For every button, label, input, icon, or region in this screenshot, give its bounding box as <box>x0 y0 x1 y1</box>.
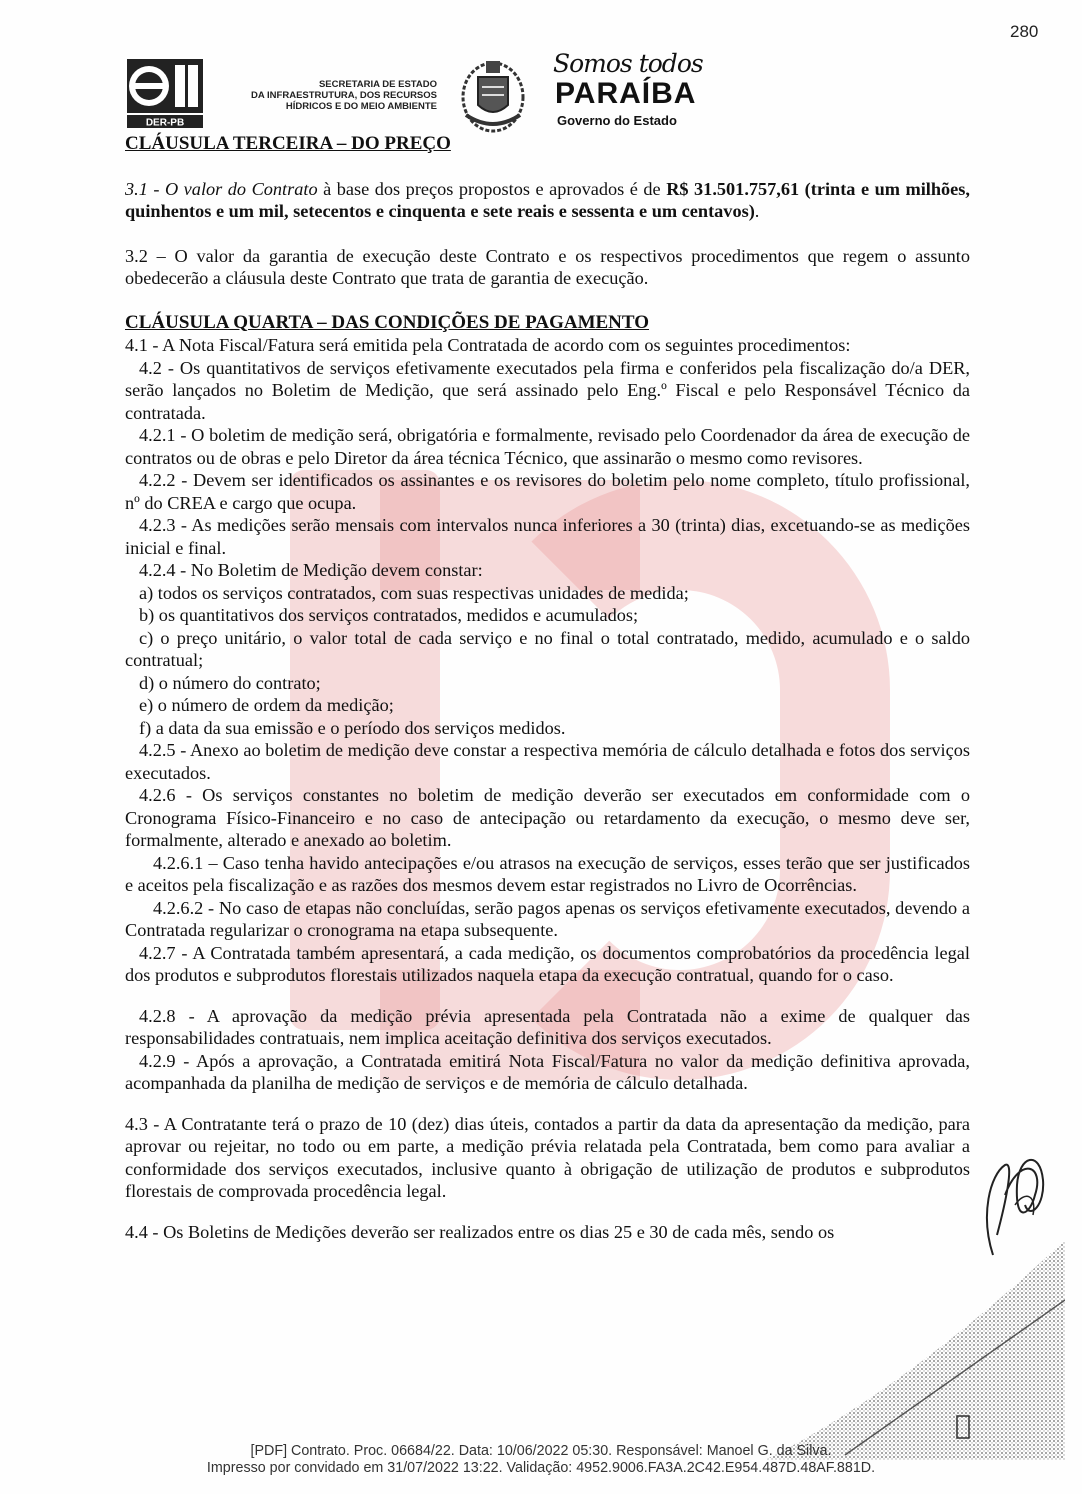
paragraph-4-2-3: 4.2.3 - As medições serão mensais com intervalos nunca inferiores a 30 (trinta) dias, excetuando-se as medições inicial e final. <box>125 515 970 558</box>
der-logo-icon <box>125 57 205 129</box>
paragraph-3-1-end: . <box>754 201 760 221</box>
list-item-f: f) a data da sua emissão e o período dos serviços medidos. <box>139 717 566 738</box>
paragraph-3-1 <box>125 178 970 223</box>
list-item-e: e) o número de ordem da medição; <box>139 695 394 715</box>
contract-value: R$ 31.501.757,61 (trinta e um milhões, quinhentos e um mil, setecentos e cinquenta e sete reais e sessenta e um centavos) <box>125 178 970 221</box>
governo-do-estado-label: Governo do Estado <box>557 113 677 128</box>
page-number: 280 <box>1010 22 1039 41</box>
paragraph-4-2-8: 4.2.8 - A aprovação da medição prévia apresentada pela Contratada não a exime de qualquer das responsabilidades contratuais, nem implica aceitação definitiva dos serviços executados. <box>125 1005 970 1048</box>
paragraph-3-2: 3.2 – O valor da garantia de execução deste Contrato e os respectivos procedimentos que regem o assunto obedecerão a cláusula deste Contrato que trata de garantia de execução. <box>125 245 970 288</box>
paragraph-4-2-5: 4.2.5 - Anexo ao boletim de medição deve constar a respectiva memória de cálculo detalhada e fotos dos serviços executados. <box>125 740 970 783</box>
clausula-terceira-title: CLÁUSULA TERCEIRA – DO PREÇO <box>125 133 451 154</box>
paragraph-3-1-text: à base dos preços propostos e aprovados é de <box>317 178 667 199</box>
secretaria-line-2: DA INFRAESTRUTURA, DOS RECURSOS <box>251 90 437 101</box>
der-logo-label: DER-PB <box>145 117 185 129</box>
list-item-a: a) todos os serviços contratados, com suas respectivas unidades de medida; <box>139 582 689 603</box>
paragraph-4-1: 4.1 - A Nota Fiscal/Fatura será emitida pela Contratada de acordo com os seguintes procedimentos: <box>125 335 851 355</box>
somos-todos-slogan: Somos todos <box>553 49 703 78</box>
paragraph-4-2-6-2: 4.2.6.2 - No caso de etapas não concluídas, serão pagos apenas os serviços efetivamente executados, devendo a Contratada regularizar o cronograma na etapa subsequente. <box>125 897 970 940</box>
secretaria-title <box>217 79 437 112</box>
document-body <box>125 133 970 1243</box>
paragraph-4-4: 4.4 - Os Boletins de Medições deverão ser realizados entre os dias 25 e 30 de cada mês, sendo os <box>125 1221 835 1242</box>
paraiba-wordmark: PARAÍBA <box>555 77 697 110</box>
paragraph-4-2-6-1: 4.2.6.1 – Caso tenha havido antecipações e/ou atrasos na execução de serviços, esses terão que ser justificados e aceitos pela fiscalização e as razões dos mesmos devem estar registrados no Livro de Ocorrências. <box>125 852 970 895</box>
secretaria-line-3: HÍDRICOS E DO MEIO AMBIENTE <box>285 101 437 112</box>
paragraph-3-1-prefix: 3.1 - O valor do Contrato <box>125 178 318 199</box>
paragraph-4-2-6: 4.2.6 - Os serviços constantes no boletim de medição deverão ser executados em conformidade com o Cronograma Físico-Financeiro e no caso de antecipação ou retardamento da execução, o mesmo deve ser, formalmente, alterado e anexado ao boletim. <box>125 785 970 850</box>
paragraph-4-2-2: 4.2.2 - Devem ser identificados os assinantes e os revisores do boletim pelo nome completo, título profissional, nº do CREA e cargo que ocupa. <box>125 470 970 513</box>
list-item-c: c) o preço unitário, o valor total de cada serviço e no final o total contratado, medido, acumulado e o saldo contratual; <box>125 627 970 670</box>
footer-line-2: Impresso por convidado em 31/07/2022 13:22. Validação: 4952.9006.FA3A.2C42.E954.487D.48AF.881D. <box>206 1460 876 1476</box>
secretaria-line-1: SECRETARIA DE ESTADO <box>318 79 437 90</box>
list-item-b: b) os quantitativos dos serviços contratados, medidos e acumulados; <box>139 605 639 625</box>
signature-icon <box>975 1135 1050 1275</box>
paragraph-4-2-4: 4.2.4 - No Boletim de Medição devem constar: <box>139 560 483 580</box>
footer-line-1: [PDF] Contrato. Proc. 06684/22. Data: 10/06/2022 05:30. Responsável: Manoel G. da Silva. <box>250 1443 832 1459</box>
letterhead <box>125 49 703 135</box>
pdf-footer <box>0 1443 1082 1477</box>
paragraph-4-2-7: 4.2.7 - A Contratada também apresentará, a cada medição, os documentos comprobatórios da procedência legal dos produtos e subprodutos florestais utilizados naquela etapa da execução contratual, quando for o caso. <box>125 942 970 985</box>
coat-of-arms-icon <box>458 55 528 135</box>
paragraph-4-3: 4.3 - A Contratante terá o prazo de 10 (dez) dias úteis, contados a partir da data da apresentação da medição, para aprovar ou rejeitar, no todo ou em parte, a medição prévia relatada pela Contratada, bem como para avaliar a conformidade dos serviços executados, inclusive quanto à obrigação de utilização de produtos e subprodutos florestais de comprovada procedência legal. <box>125 1113 970 1201</box>
paragraph-4-2: 4.2 - Os quantitativos de serviços efetivamente executados pela firma e conferidos pela fiscalização do/a DER, serão lançados no Boletim de Medição, que será assinado pelo Eng.º Fiscal e pelo Responsável Técnico da contratada. <box>125 357 970 423</box>
paragraph-4-2-1: 4.2.1 - O boletim de medição será, obrigatória e formalmente, revisado pelo Coordenador da área de execução de contratos ou de obras e pelo Diretor da área técnica Técnico, que assinarão o mesmo como revisores. <box>125 425 970 468</box>
clausula-quarta-title: CLÁUSULA QUARTA – DAS CONDIÇÕES DE PAGAMENTO <box>125 311 650 333</box>
paragraph-4-2-9: 4.2.9 - Após a aprovação, a Contratada emitirá Nota Fiscal/Fatura no valor da medição definitiva aprovada, acompanhada da planilha de medição de serviços e de memória de cálculo detalhada. <box>125 1050 970 1093</box>
list-item-d: d) o número do contrato; <box>139 672 321 693</box>
